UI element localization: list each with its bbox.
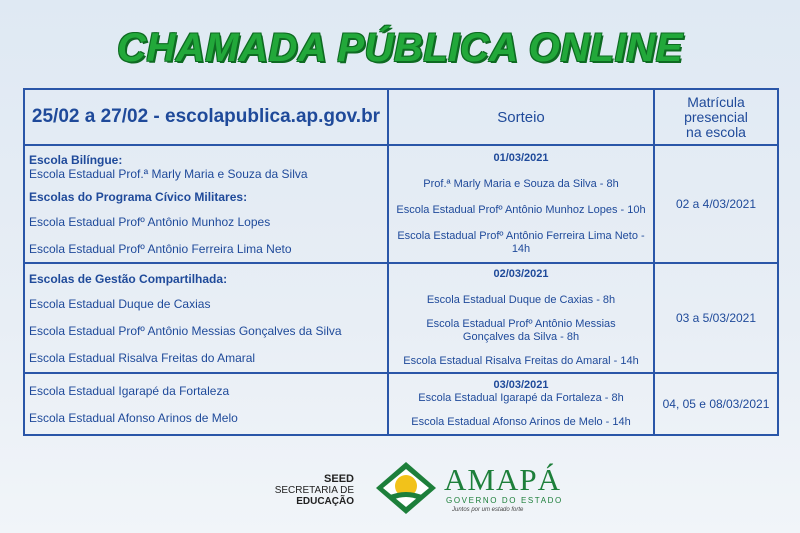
- draw-item: Escola Estadual Profº Antônio Munhoz Lopes - 10h: [396, 204, 646, 216]
- school-name: Escola Estadual Profº Antônio Ferreira Lima Neto: [29, 241, 292, 256]
- schools-cell: [24, 263, 388, 373]
- draw-date: 03/03/2021: [493, 379, 549, 391]
- draw-item: Escola Estadual Igarapé da Fortaleza - 8h: [418, 392, 624, 404]
- draw-item: Gonçalves da Silva - 8h: [462, 331, 580, 343]
- group-title: Escolas de Gestão Compartilhada:: [29, 271, 228, 286]
- school-name: Escola Estadual Profº Antônio Messias Gonçalves da Silva: [29, 323, 342, 338]
- seed-line: SECRETARIA DE: [274, 485, 354, 496]
- draw-cell: [388, 145, 654, 263]
- schedule-table: [23, 88, 779, 436]
- draw-item: Prof.ª Marly Maria e Souza da Silva - 8h: [423, 178, 619, 190]
- school-name: Escola Estadual Igarapé da Fortaleza: [29, 383, 230, 398]
- school-name: Escola Estadual Afonso Arinos de Melo: [29, 410, 238, 425]
- table-row: [24, 145, 778, 263]
- draw-item: Escola Estadual Profº Antônio Ferreira Lima Neto - 14h: [397, 230, 645, 255]
- page-title: CHAMADA PÚBLICA ONLINE: [117, 26, 683, 70]
- school-name: Escola Estadual Duque de Caxias: [29, 296, 211, 311]
- draw-date: 01/03/2021: [493, 152, 549, 164]
- table-row: [24, 373, 778, 435]
- header-draw: Sorteio: [388, 89, 654, 145]
- school-name: Escola Estadual Prof.ª Marly Maria e Souza da Silva: [29, 166, 308, 181]
- header-enrollment-line1: Matrícula presencial: [684, 93, 748, 125]
- draw-date: 02/03/2021: [493, 268, 549, 280]
- group-title: Escolas do Programa Cívico Militares:: [29, 189, 248, 204]
- table-row: [24, 263, 778, 373]
- enrollment-dates: 03 a 5/03/2021: [654, 263, 778, 373]
- header-registration-period: 25/02 a 27/02 - escolapublica.ap.gov.br: [24, 89, 388, 145]
- header-enrollment: [654, 89, 778, 145]
- schools-cell: [24, 145, 388, 263]
- draw-item: Escola Estadual Duque de Caxias - 8h: [426, 294, 616, 306]
- draw-item: Escola Estadual Risalva Freitas do Amaral - 14h: [403, 355, 639, 367]
- enrollment-dates: 02 a 4/03/2021: [654, 145, 778, 263]
- draw-item: Escola Estadual Profº Antônio Messias: [426, 318, 616, 330]
- amapa-emblem-icon: [374, 460, 438, 516]
- group-title: Escola Bilíngue:: [29, 152, 123, 167]
- draw-cell: [388, 373, 654, 435]
- draw-item: Escola Estadual Afonso Arinos de Melo - 14h: [411, 416, 631, 428]
- school-name: Escola Estadual Risalva Freitas do Amaral: [29, 350, 256, 365]
- table-header-row: [24, 89, 778, 145]
- footer: [0, 452, 800, 522]
- government-tagline: Juntos por um estado forte: [452, 507, 524, 513]
- draw-cell: [388, 263, 654, 373]
- seed-line: EDUCAÇÃO: [296, 496, 354, 507]
- government-label: GOVERNO DO ESTADO: [446, 496, 563, 505]
- schools-cell: [24, 373, 388, 435]
- seed-acronym: SEED: [324, 473, 354, 485]
- header-enrollment-line2: na escola: [686, 123, 746, 140]
- seed-logo: [244, 474, 354, 507]
- enrollment-dates: 04, 05 e 08/03/2021: [654, 373, 778, 435]
- amapa-wordmark: AMAPÁ: [444, 462, 561, 497]
- school-name: Escola Estadual Profº Antônio Munhoz Lopes: [29, 214, 271, 229]
